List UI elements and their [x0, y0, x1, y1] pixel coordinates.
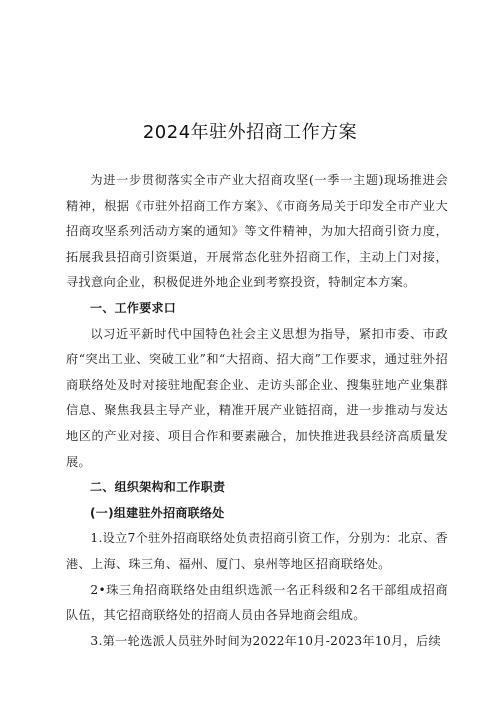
document-body — [66, 168, 448, 654]
list-item-1: 1.设立7个驻外招商联络处负责招商引资工作，分别为：北京、香港、上海、珠三角、福州、厦门、泉州等地区招商联络处。 — [66, 531, 448, 571]
list-item-3: 3.第一轮选派人员驻外时间为2022年10月-2023年10月，后续 — [90, 633, 441, 648]
section-2-subheading: (一)组建驻外招商联络处 — [90, 505, 225, 520]
intro-paragraph: 为进一步贯彻落实全市产业大招商攻坚(一季一主题)现场推进会精神，根据《市驻外招商工作方案》、《市商务局关于印发全市产业大招商攻坚系列活动方案的通知》等文件精神，为加大招商引资力度，拓展我县招商引资渠道，开展常态化驻外招商工作，主动上门对接，寻找意向企业，积极促进外地企业到考察投资，特制定本方案。 — [66, 173, 448, 290]
section-1-heading: 一、工作要求口 — [90, 300, 177, 315]
section-2-heading: 二、组织架构和工作职责 — [90, 480, 226, 495]
list-item-2: 2•珠三角招商联络处由组织选派一名正科级和2名干部组成招商队伍，其它招商联络处的招商人员由各异地商会组成。 — [66, 582, 448, 623]
document-title: 2024年驻外招商工作方案 — [142, 122, 358, 143]
section-1-paragraph: 以习近平新时代中国特色社会主义思想为指导，紧扣市委、市政府“突出工业、突破工业”和“大招商、招大商”工作要求，通过驻外招商联络处及时对接驻地配套企业、走访头部企业、搜集驻地产业集群信息、聚焦我县主导产业，精准开展产业链招商，进一步推动与发达地区的产业对接、项目合作和要素融合，加快推进我县经济高质量发展。 — [66, 326, 448, 469]
